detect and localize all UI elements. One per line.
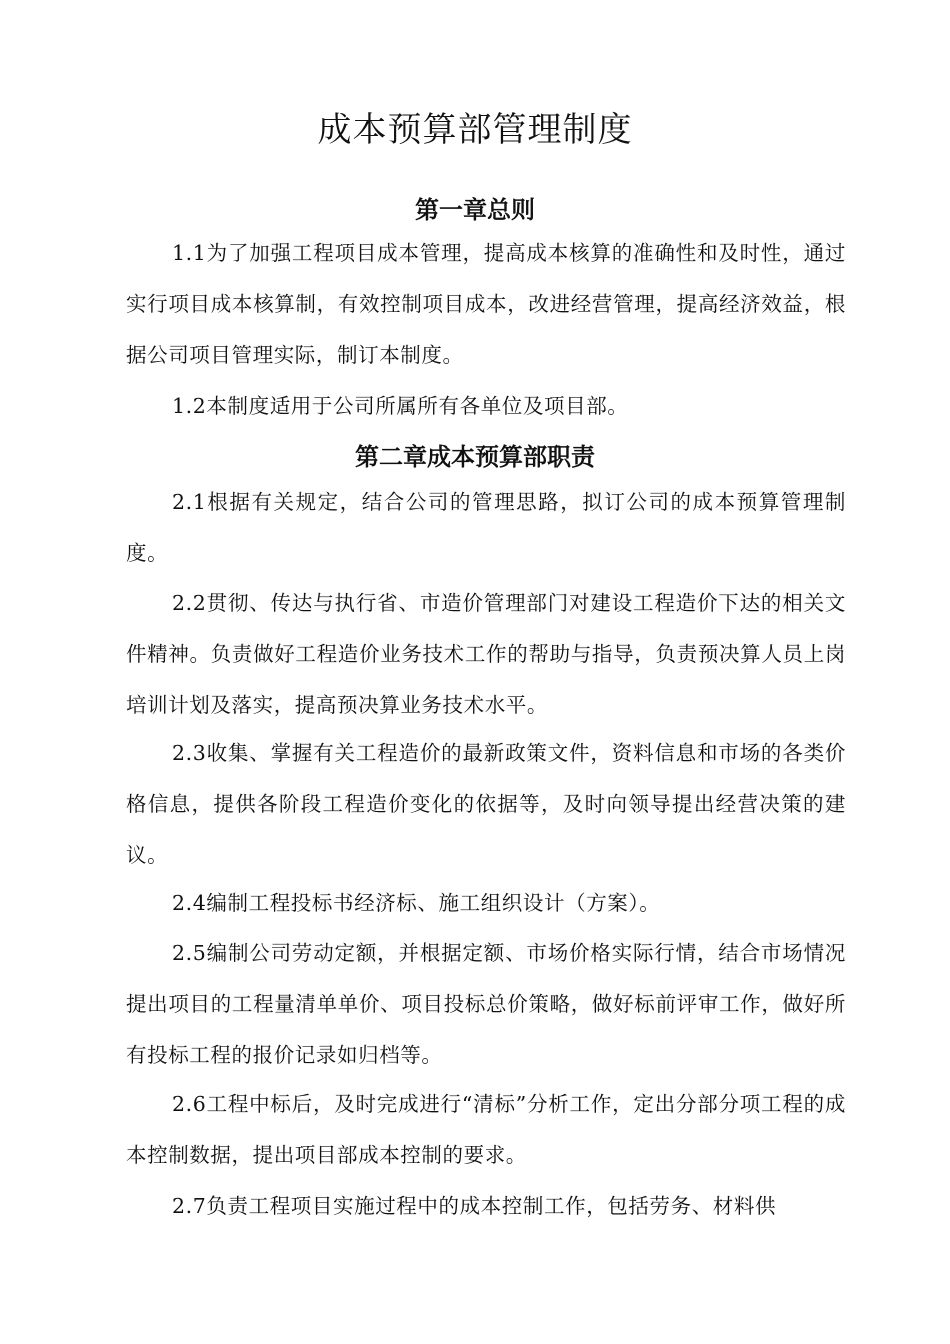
clause-2-5: 2.5编制公司劳动定额，并根据定额、市场价格实际行情，结合市场情况提出项目的工程量清单单价、项目投标总价策略，做好标前评审工作，做好所有投标工程的报价记录如归档等。 (126, 941, 846, 1067)
clause-2-1: 2.1根据有关规定，结合公司的管理思路，拟订公司的成本预算管理制度。 (126, 490, 846, 565)
clause-1-1: 1.1为了加强工程项目成本管理，提高成本核算的准确性和及时性，通过实行项目成本核算制，有效控制项目成本，改进经营管理，提高经济效益，根据公司项目管理实际，制订本制度。 (126, 241, 846, 367)
clause-2-3: 2.3收集、掌握有关工程造价的最新政策文件，资料信息和市场的各类价格信息，提供各阶段工程造价变化的依据等，及时向领导提出经营决策的建议。 (126, 741, 846, 867)
chapter-2-heading: 第二章成本预算部职责 (355, 443, 595, 471)
clause-2-6: 2.6工程中标后，及时完成进行“清标”分析工作，定出分部分项工程的成本控制数据，提出项目部成本控制的要求。 (126, 1092, 846, 1167)
clause-2-4: 2.4编制工程投标书经济标、施工组织设计（方案）。 (172, 891, 661, 915)
clause-2-7: 2.7负责工程项目实施过程中的成本控制工作，包括劳务、材料供 (172, 1194, 777, 1218)
document-title: 成本预算部管理制度 (317, 110, 633, 150)
clause-2-2: 2.2贯彻、传达与执行省、市造价管理部门对建设工程造价下达的相关文件精神。负责做好工程造价业务技术工作的帮助与指导，负责预决算人员上岗培训计划及落实，提高预决算业务技术水平。 (126, 591, 846, 717)
clause-1-2: 1.2本制度适用于公司所属所有各单位及项目部。 (172, 394, 629, 418)
chapter-1-heading: 第一章总则 (415, 196, 535, 224)
